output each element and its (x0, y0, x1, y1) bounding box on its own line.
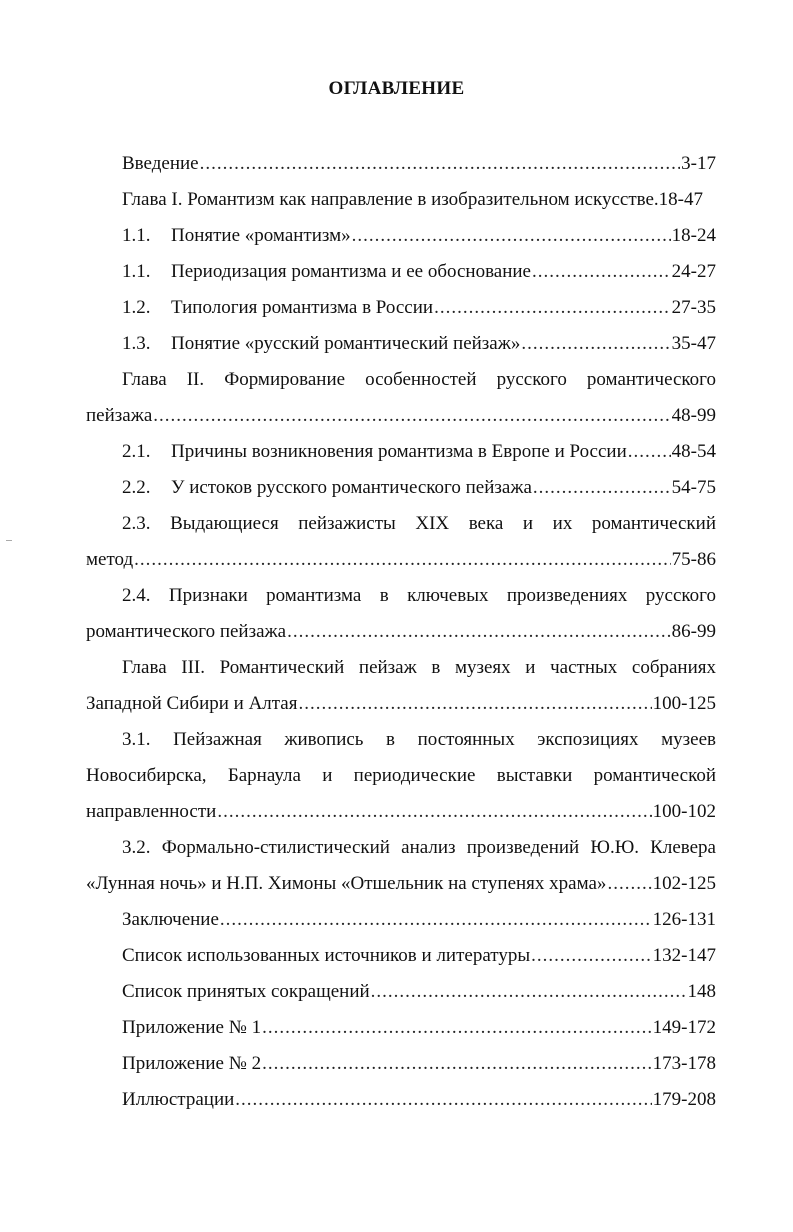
toc-entry-pages: 48-99 (671, 405, 716, 426)
toc-entry-text: Приложение № 2 (122, 1053, 262, 1074)
toc-entry-pages: 100-102 (652, 801, 716, 822)
toc-entry-text: метод (86, 549, 134, 570)
toc-entry-section-3-2-line-2[interactable] (86, 866, 716, 902)
toc-entry-text: направленности (86, 801, 217, 822)
toc-entry-section-2-1[interactable] (86, 434, 716, 470)
section-number: 2.2. (122, 477, 151, 498)
dot-leader (298, 686, 651, 722)
dot-leader (217, 794, 651, 830)
dot-leader (531, 938, 652, 974)
dot-leader (532, 254, 671, 290)
dot-leader (434, 290, 671, 326)
toc-entry-text: Глава I. Романтизм как направление в изобразительном искусстве. (122, 189, 659, 210)
toc-entry-appendix-1[interactable] (86, 1010, 716, 1046)
toc-entry-text: 2.4. Признаки романтизма в ключевых произведениях русского (122, 585, 716, 606)
toc-entry-section-2-3-line-1[interactable] (86, 506, 716, 542)
toc-entry-section-3-2-line-1[interactable] (86, 830, 716, 866)
toc-entry-text: Иллюстрации (122, 1089, 235, 1110)
toc-entry-pages: 100-125 (652, 693, 716, 714)
toc-entry-text: Заключение (122, 909, 219, 930)
toc-entry-section-2-4-line-2[interactable] (86, 614, 716, 650)
dot-leader (533, 470, 671, 506)
toc-entry-section-2-3-line-2[interactable] (86, 542, 716, 578)
toc-entry-section-1-1-periodization[interactable] (86, 254, 716, 290)
toc-entry-section-2-4-line-1[interactable] (86, 578, 716, 614)
scan-artifact (6, 540, 12, 541)
toc-entry-section-3-1-line-1[interactable] (86, 722, 716, 758)
section-number: 1.1. (122, 225, 151, 246)
toc-entry-section-2-2[interactable] (86, 470, 716, 506)
toc-entry-text: Список принятых сокращений (122, 981, 370, 1002)
toc-entry-pages: 3-17 (681, 153, 716, 174)
toc-entry-text: Понятие «русский романтический пейзаж» (171, 333, 521, 354)
toc-entry-pages: 149-172 (652, 1017, 716, 1038)
toc-entry-text: Причины возникновения романтизма в Европе и России (171, 441, 627, 462)
toc-entry-chapter-2-line-2[interactable] (86, 398, 716, 434)
toc-entry-pages: 86-99 (671, 621, 716, 642)
dot-leader (607, 866, 651, 902)
dot-leader (134, 542, 671, 578)
toc-entry-pages: 35-47 (671, 333, 716, 354)
toc-entry-text: 3.1. Пейзажная живопись в постоянных экспозициях музеев (122, 729, 716, 750)
toc-entry-text: 2.3. Выдающиеся пейзажисты XIX века и их романтический (122, 513, 716, 534)
toc-entry-chapter-2-line-1[interactable] (86, 362, 716, 398)
toc-entry-text: Новосибирска, Барнаула и периодические выставки романтической (86, 765, 716, 786)
toc-entry-pages: 24-27 (671, 261, 716, 282)
toc-entry-pages: 48-54 (671, 441, 716, 462)
toc-entry-pages: 18-47 (658, 189, 703, 210)
section-number: 1.2. (122, 297, 151, 318)
toc-entry-pages: 126-131 (652, 909, 716, 930)
dot-leader (262, 1046, 652, 1082)
toc-entry-text: Западной Сибири и Алтая (86, 693, 298, 714)
dot-leader (153, 398, 670, 434)
dot-leader (200, 146, 681, 182)
toc-entry-chapter-3-line-1[interactable] (86, 650, 716, 686)
dot-leader (287, 614, 671, 650)
toc-entry-section-3-1-line-3[interactable] (86, 794, 716, 830)
toc-entry-text: Понятие «романтизм» (171, 225, 351, 246)
toc-entry-pages: 132-147 (652, 945, 716, 966)
toc-entry-pages: 102-125 (652, 873, 716, 894)
toc-entry-appendix-2[interactable] (86, 1046, 716, 1082)
toc-entry-sources[interactable] (86, 938, 716, 974)
toc-entry-text: Введение (122, 153, 199, 174)
toc-entry-text: Периодизация романтизма и ее обоснование (171, 261, 531, 282)
table-of-contents (86, 146, 716, 1118)
toc-entry-chapter-1[interactable] (86, 182, 716, 218)
dot-leader (371, 974, 687, 1010)
section-number: 1.1. (122, 261, 151, 282)
toc-entry-text: У истоков русского романтического пейзажа (171, 477, 532, 498)
dot-leader (352, 218, 671, 254)
toc-entry-illustrations[interactable] (86, 1082, 716, 1118)
toc-entry-pages: 54-75 (671, 477, 716, 498)
toc-entry-pages: 18-24 (671, 225, 716, 246)
dot-leader (262, 1010, 652, 1046)
toc-entry-section-1-2[interactable] (86, 290, 716, 326)
dot-leader (235, 1082, 651, 1118)
toc-entry-text: «Лунная ночь» и Н.П. Химоны «Отшельник на ступенях храма» (86, 873, 607, 894)
toc-entry-pages: 27-35 (671, 297, 716, 318)
toc-entry-text: Список использованных источников и литературы (122, 945, 531, 966)
dot-leader (521, 326, 670, 362)
toc-entry-conclusion[interactable] (86, 902, 716, 938)
section-number: 2.1. (122, 441, 151, 462)
dot-leader (220, 902, 652, 938)
toc-entry-text: Глава II. Формирование особенностей русского романтического (122, 369, 716, 390)
toc-entry-text: Типология романтизма в России (171, 297, 434, 318)
toc-entry-section-3-1-line-2[interactable] (86, 758, 716, 794)
toc-entry-intro[interactable] (86, 146, 716, 182)
toc-entry-section-1-1-concept[interactable] (86, 218, 716, 254)
toc-entry-chapter-3-line-2[interactable] (86, 686, 716, 722)
toc-entry-pages: 148 (687, 981, 716, 1002)
toc-entry-pages: 173-178 (652, 1053, 716, 1074)
dot-leader (628, 434, 671, 470)
section-number: 1.3. (122, 333, 151, 354)
toc-entry-text: Глава III. Романтический пейзаж в музеях и частных собраниях (122, 657, 716, 678)
page-title: ОГЛАВЛЕНИЕ (328, 78, 465, 99)
toc-entry-text: Приложение № 1 (122, 1017, 262, 1038)
toc-entry-section-1-3[interactable] (86, 326, 716, 362)
toc-entry-text: романтического пейзажа (86, 621, 287, 642)
toc-entry-text: пейзажа (86, 405, 153, 426)
toc-entry-pages: 179-208 (652, 1089, 716, 1110)
toc-entry-abbreviations[interactable] (86, 974, 716, 1010)
toc-entry-pages: 75-86 (671, 549, 716, 570)
toc-entry-text: 3.2. Формально-стилистический анализ произведений Ю.Ю. Клевера (122, 837, 716, 858)
